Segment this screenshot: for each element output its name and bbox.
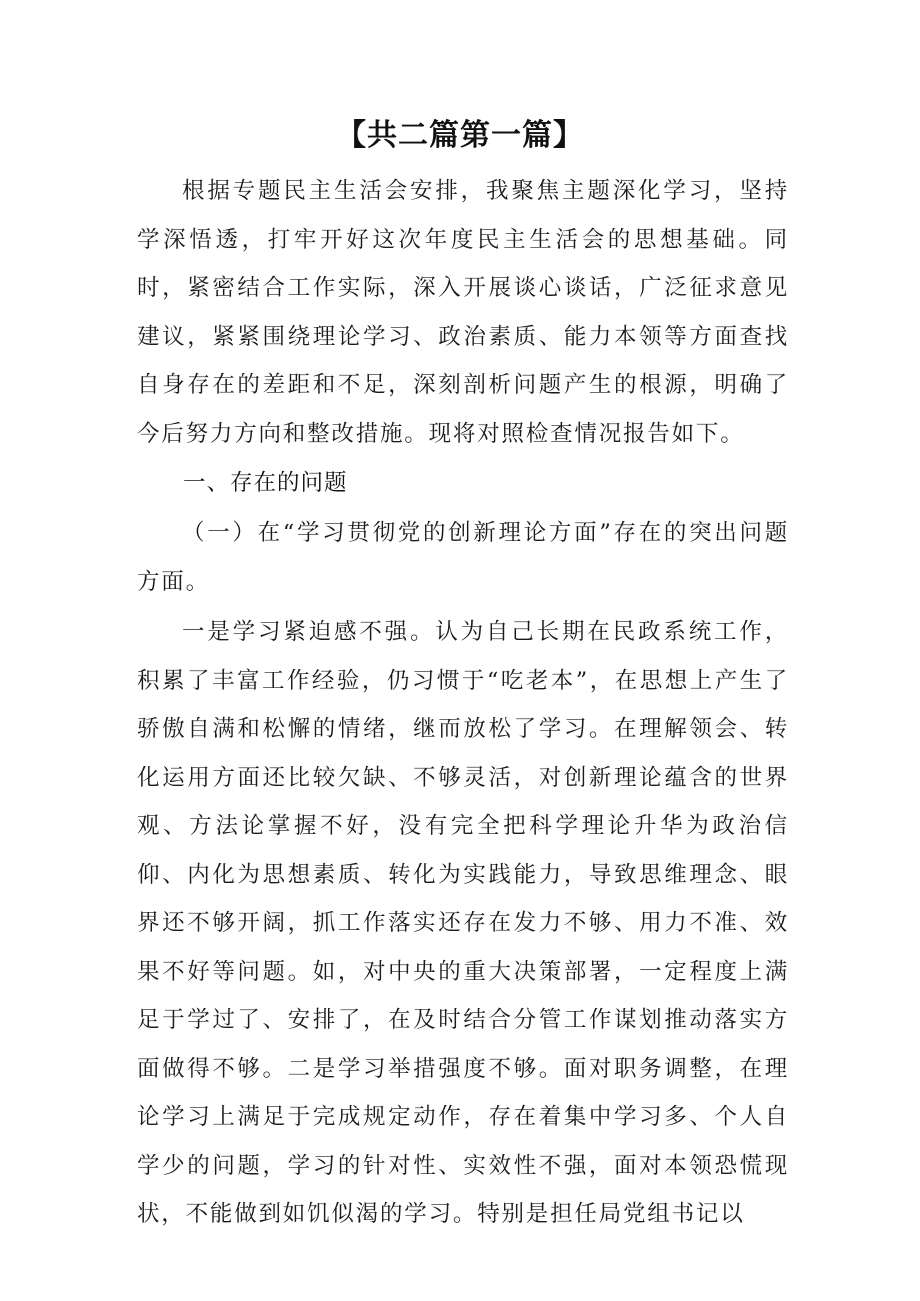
body-paragraph: 一是学习紧迫感不强。认为自己长期在民政系统工作，积累了丰富工作经验，仍习惯于“吃老本”，在思想上产生了骄傲自满和松懈的情绪，继而放松了学习。在理解领会、转化运用方面还比较欠缺、不够灵活，对创新理论蕴含的世界观、方法论掌握不好，没有完全把科学理论升华为政治信仰、内化为思想素质、转化为实践能力，导致思维理念、眼界还不够开阔，抓工作落实还存在发力不够、用力不准、效果不好等问题。如，对中央的重大决策部署，一定程度上满足于学过了、安排了，在及时结合分管工作谋划推动落实方面做得不够。二是学习举措强度不够。面对职务调整，在理论学习上满足于完成规定动作，存在着集中学习多、个人自学少的问题，学习的针对性、实效性不强，面对本领恐慌现状，不能做到如饥似渴的学习。特别是担任局党组书记以 bbox=[137, 619, 789, 1227]
section-heading: 一、存在的问题 bbox=[183, 470, 348, 496]
document-title: 【共二篇第一篇】 bbox=[336, 118, 584, 153]
intro-paragraph: 根据专题民主生活会安排，我聚焦主题深化学习，坚持学深悟透，打牢开好这次年度民主生活会的思想基础。同时，紧密结合工作实际，深入开展谈心谈话，广泛征求意见建议，紧紧围绕理论学习、政治素质、能力本领等方面查找自身存在的差距和不足，深刻剖析问题产生的根源，明确了今后努力方向和整改措施。现将对照检查情况报告如下。 bbox=[137, 178, 789, 447]
subsection-heading: （一）在“学习贯彻党的创新理论方面”存在的突出问题方面。 bbox=[137, 520, 789, 595]
